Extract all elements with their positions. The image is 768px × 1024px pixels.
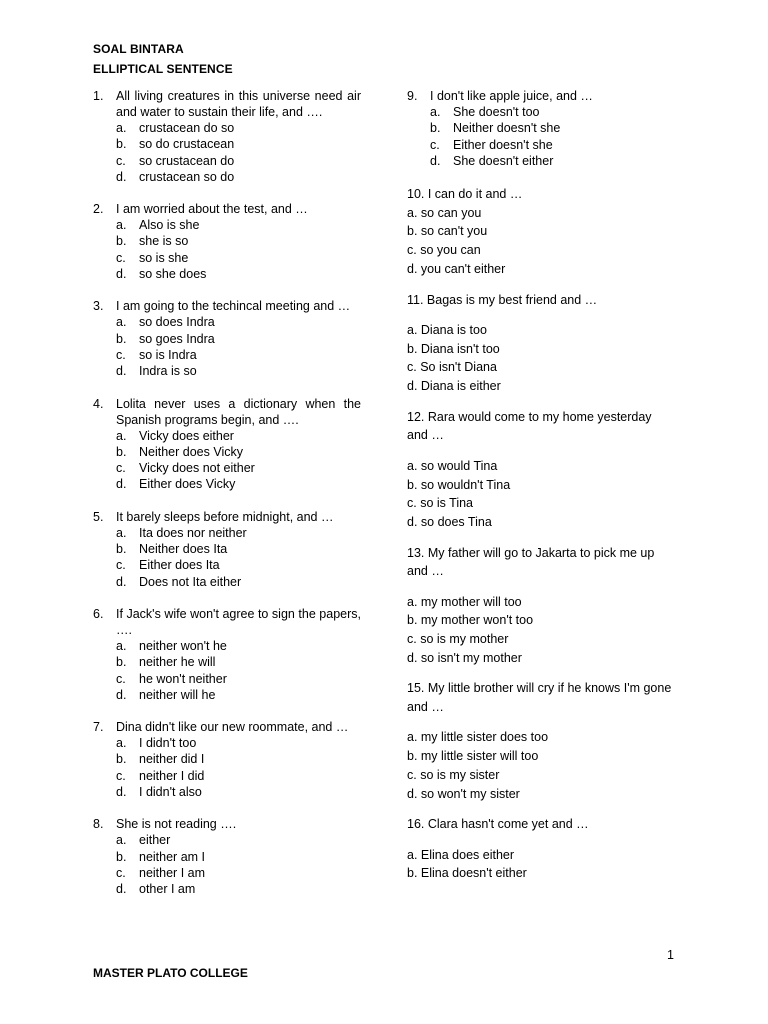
answer-option	[93, 217, 361, 233]
answer-option	[93, 347, 361, 363]
answer-option: d. so does Tina	[407, 514, 492, 529]
question-number: 3.	[93, 299, 104, 314]
answer-option: b. so can't you	[407, 224, 488, 239]
answer-option	[93, 120, 361, 136]
answer-option	[407, 104, 675, 120]
option-text: Neither doesn't she	[453, 121, 561, 136]
answer-option	[93, 476, 361, 492]
answer-option: c. so you can	[407, 243, 481, 258]
answer-option	[93, 784, 361, 800]
document-subtitle: ELLIPTICAL SENTENCE	[93, 62, 233, 76]
option-letter: c.	[116, 153, 126, 168]
option-text: Either does Ita	[139, 558, 220, 573]
option-letter: d.	[116, 169, 127, 184]
question-text: 12. Rara would come to my home yesterday and …	[407, 409, 652, 443]
question-number: 9.	[407, 89, 418, 103]
answer-option	[93, 331, 361, 347]
option-letter: c.	[430, 137, 440, 152]
option-letter: a.	[116, 525, 127, 540]
option-text: Ita does nor neither	[139, 525, 247, 540]
question-text: Dina didn't like our new roommate, and …	[116, 720, 349, 735]
question-text: I am worried about the test, and …	[116, 202, 308, 217]
answer-option: a. so can you	[407, 205, 482, 220]
answer-option	[93, 881, 361, 897]
option-letter: b.	[116, 137, 127, 152]
option-letter: d.	[430, 153, 441, 168]
answer-option	[93, 525, 361, 541]
answer-option: b. my mother won't too	[407, 613, 534, 628]
question-number: 8.	[93, 817, 104, 832]
answer-option	[93, 169, 361, 185]
question-text: Lolita never uses a dictionary when the Spanish programs begin, and ….	[116, 396, 361, 427]
option-letter: a.	[116, 736, 127, 751]
answer-option	[93, 136, 361, 152]
option-text: crustacean do so	[139, 121, 235, 135]
question-text: 13. My father will go to Jakarta to pick me up and …	[407, 545, 655, 579]
answer-option	[93, 233, 361, 249]
answer-option: d. you can't either	[407, 261, 506, 276]
answer-option: d. so isn't my mother	[407, 650, 522, 665]
option-letter: c.	[116, 671, 126, 686]
right-question-list	[407, 185, 675, 883]
question-7	[93, 719, 361, 800]
option-text: either	[139, 833, 171, 848]
option-text: Indra is so	[139, 364, 197, 379]
right-column	[407, 88, 675, 895]
option-text: neither I am	[139, 865, 206, 880]
question-number: 1.	[93, 89, 104, 103]
answer-option	[93, 574, 361, 590]
answer-option: c. So isn't Diana	[407, 360, 497, 375]
answer-option	[93, 363, 361, 379]
option-letter: c.	[116, 250, 126, 265]
question-number: 2.	[93, 202, 104, 217]
answer-option: b. my little sister will too	[407, 749, 539, 764]
option-letter: b.	[116, 542, 127, 557]
answer-option	[93, 444, 361, 460]
question-item	[407, 185, 675, 278]
answer-option	[93, 541, 361, 557]
question-9	[407, 88, 675, 169]
question-text: She is not reading ….	[116, 817, 237, 832]
question-text: 11. Bagas is my best friend and …	[407, 292, 598, 307]
option-text: Either doesn't she	[453, 137, 553, 152]
option-text: neither did I	[139, 752, 205, 767]
option-text: Vicky does not either	[139, 461, 255, 476]
answer-option	[93, 687, 361, 703]
question-item	[407, 291, 675, 396]
answer-option	[93, 768, 361, 784]
answer-option	[407, 153, 675, 169]
question-5	[93, 509, 361, 590]
answer-option: b. Elina doesn't either	[407, 866, 527, 881]
option-text: She doesn't either	[453, 153, 554, 168]
option-letter: c.	[116, 768, 126, 783]
answer-option: a. my little sister does too	[407, 730, 549, 745]
question-text: 16. Clara hasn't come yet and …	[407, 817, 589, 832]
question-6	[93, 606, 361, 703]
option-text: Either does Vicky	[139, 477, 236, 492]
answer-option	[407, 120, 675, 136]
option-text: Neither does Vicky	[139, 444, 243, 459]
option-letter: a.	[116, 428, 127, 443]
option-text: Does not Ita either	[139, 574, 242, 589]
question-number: 4.	[93, 396, 104, 411]
option-text: so do crustacean	[139, 137, 235, 152]
question-number: 6.	[93, 606, 104, 621]
footer-text: MASTER PLATO COLLEGE	[93, 966, 248, 980]
question-3	[93, 298, 361, 379]
answer-option: b. Diana isn't too	[407, 341, 500, 356]
answer-option: c. so is my mother	[407, 632, 509, 647]
question-item	[407, 408, 675, 532]
answer-option: c. so is my sister	[407, 767, 500, 782]
answer-option	[93, 849, 361, 865]
answer-option	[93, 557, 361, 573]
option-text: neither I did	[139, 768, 205, 783]
option-text: he won't neither	[139, 671, 227, 686]
option-letter: a.	[430, 105, 441, 119]
option-letter: a.	[116, 121, 127, 135]
question-2	[93, 201, 361, 282]
option-text: neither won't he	[139, 638, 227, 653]
answer-option: d. Diana is either	[407, 379, 501, 394]
option-text: neither will he	[139, 687, 216, 702]
question-text: 15. My little brother will cry if he knows I'm gone and …	[407, 681, 672, 714]
answer-option	[93, 735, 361, 751]
question-1	[93, 88, 361, 185]
answer-option: c. so is Tina	[407, 496, 473, 511]
option-letter: b.	[116, 655, 127, 670]
option-text: crustacean so do	[139, 169, 235, 184]
option-letter: b.	[116, 444, 127, 459]
option-text: she is so	[139, 234, 189, 249]
question-item	[407, 815, 675, 883]
answer-option	[93, 460, 361, 476]
option-letter: a.	[116, 218, 127, 233]
question-text: It barely sleeps before midnight, and …	[116, 509, 334, 524]
answer-option: d. so won't my sister	[407, 786, 520, 801]
question-text: I am going to the techincal meeting and …	[116, 299, 351, 314]
answer-option	[93, 266, 361, 282]
document-title: SOAL BINTARA	[93, 42, 184, 56]
answer-option	[407, 137, 675, 153]
option-text: She doesn't too	[453, 105, 540, 119]
option-letter: d.	[116, 785, 127, 800]
option-text: neither am I	[139, 849, 206, 864]
option-text: Also is she	[139, 218, 200, 233]
option-letter: d.	[116, 477, 127, 492]
answer-option	[93, 250, 361, 266]
option-text: I didn't too	[139, 736, 197, 751]
question-text: I don't like apple juice, and …	[430, 89, 593, 103]
option-text: Vicky does either	[139, 428, 234, 443]
answer-option: a. Diana is too	[407, 323, 487, 337]
option-letter: a.	[116, 315, 127, 330]
question-item	[407, 679, 675, 803]
left-column	[93, 88, 361, 914]
option-text: other I am	[139, 882, 196, 897]
question-text: 10. I can do it and …	[407, 187, 523, 202]
option-text: neither he will	[139, 655, 216, 670]
answer-option	[93, 832, 361, 848]
option-letter: c.	[116, 461, 126, 476]
option-letter: b.	[116, 752, 127, 767]
option-letter: b.	[116, 849, 127, 864]
option-text: so is she	[139, 250, 189, 265]
answer-option	[93, 671, 361, 687]
option-letter: c.	[116, 558, 126, 573]
answer-option	[93, 428, 361, 444]
answer-option	[93, 153, 361, 169]
answer-option	[93, 314, 361, 330]
question-number: 7.	[93, 720, 104, 735]
option-letter: a.	[116, 638, 127, 653]
option-text: so goes Indra	[139, 331, 215, 346]
answer-option	[93, 638, 361, 654]
answer-option	[93, 751, 361, 767]
answer-option: a. my mother will too	[407, 594, 522, 609]
answer-option	[93, 865, 361, 881]
option-text: so she does	[139, 267, 207, 282]
option-text: Neither does Ita	[139, 542, 228, 557]
option-letter: d.	[116, 267, 127, 282]
option-letter: d.	[116, 687, 127, 702]
answer-option: b. so wouldn't Tina	[407, 477, 511, 492]
option-text: so does Indra	[139, 315, 215, 330]
question-item	[407, 544, 675, 668]
question-number: 5.	[93, 509, 104, 524]
option-letter: d.	[116, 364, 127, 379]
option-letter: b.	[116, 234, 127, 249]
answer-option	[93, 654, 361, 670]
option-letter: d.	[116, 574, 127, 589]
answer-option: a. Elina does either	[407, 847, 515, 862]
option-text: so is Indra	[139, 347, 197, 362]
question-8	[93, 816, 361, 897]
question-4	[93, 396, 361, 493]
question-text: All living creatures in this universe need air and water to sustain their life, and ….	[116, 89, 361, 119]
option-text: I didn't also	[139, 785, 202, 800]
option-letter: c.	[116, 347, 126, 362]
answer-option: a. so would Tina	[407, 458, 498, 473]
option-text: so crustacean do	[139, 153, 235, 168]
option-letter: d.	[116, 882, 127, 897]
option-letter: b.	[116, 331, 127, 346]
option-letter: b.	[430, 121, 441, 136]
option-letter: c.	[116, 865, 126, 880]
question-text: If Jack's wife won't agree to sign the papers, ….	[116, 606, 361, 637]
option-letter: a.	[116, 833, 127, 848]
page-number: 1	[667, 948, 674, 962]
